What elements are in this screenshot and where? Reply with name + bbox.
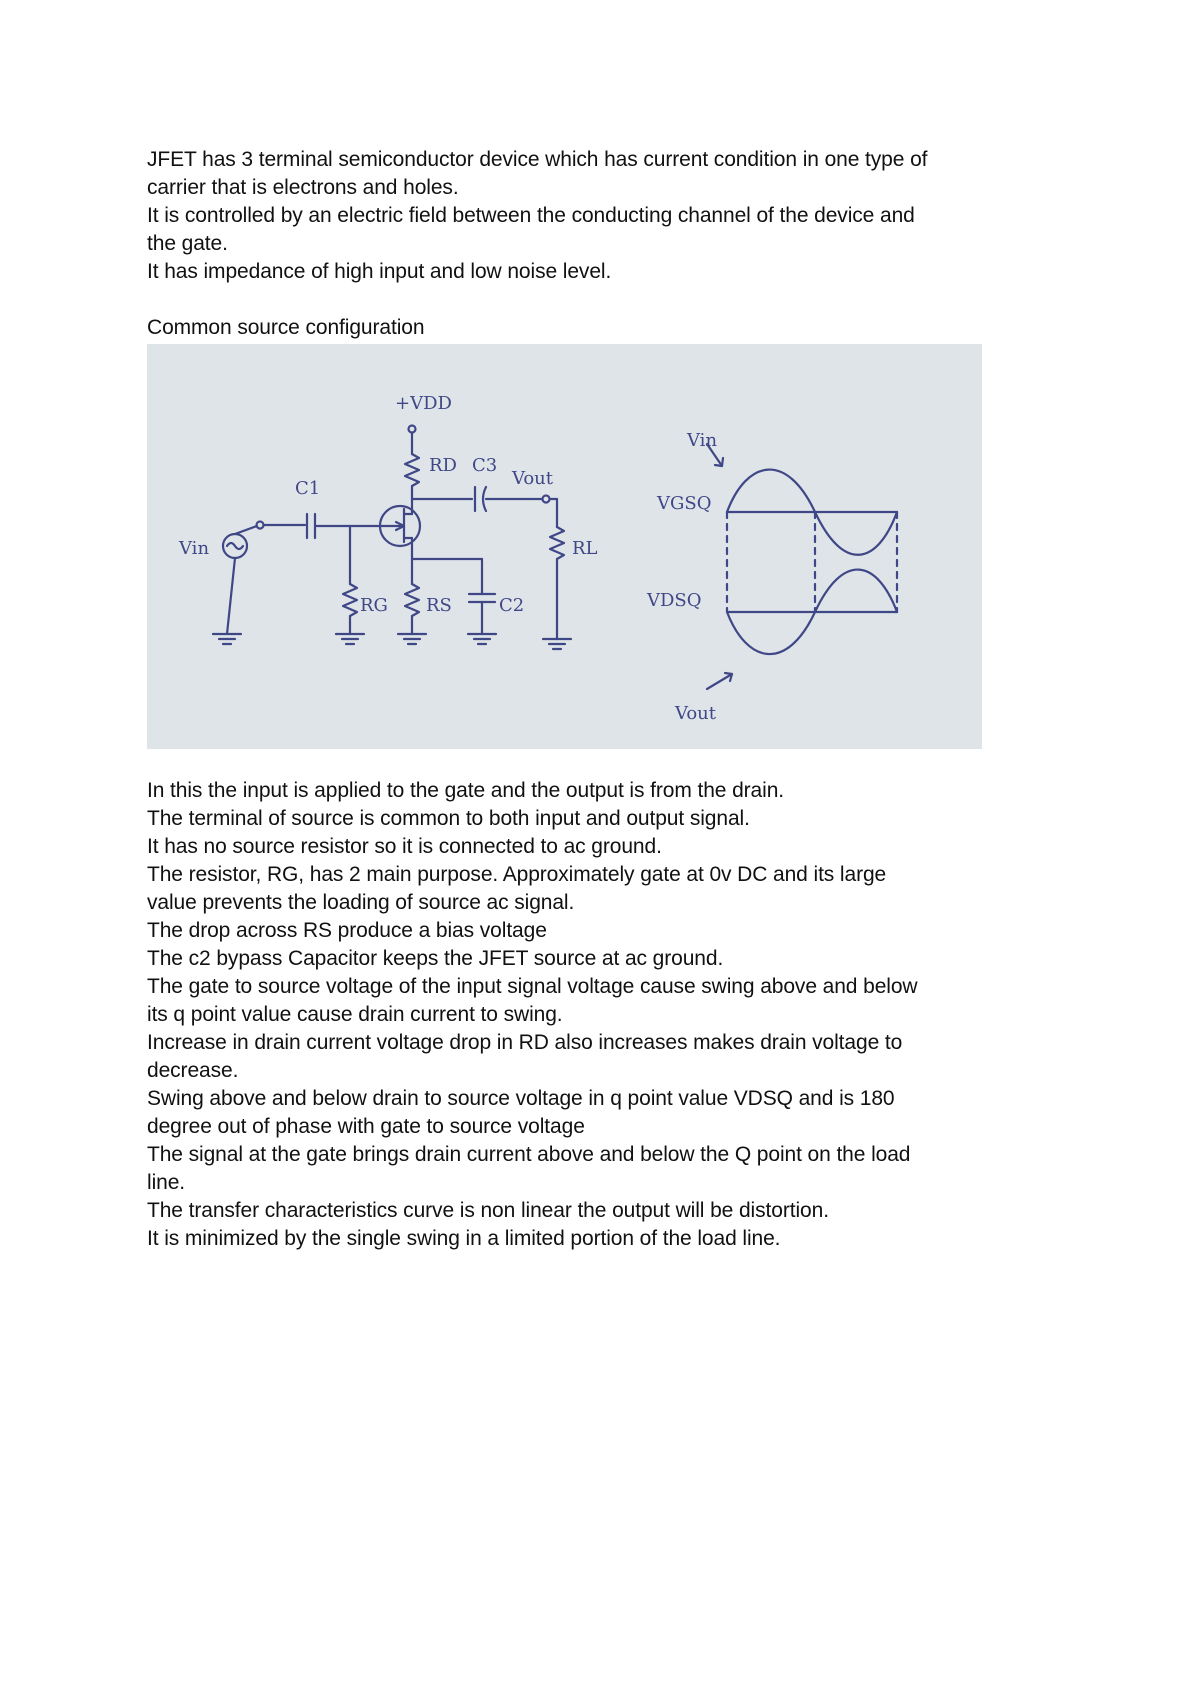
intro-line: carrier that is electrons and holes. [147, 176, 459, 199]
body-line: In this the input is applied to the gate and the output is from the drain. [147, 779, 785, 802]
body-line: The signal at the gate brings drain current above and below the Q point on the load [147, 1143, 911, 1166]
circuit-diagram [147, 344, 982, 749]
body-line: The terminal of source is common to both input and output signal. [147, 807, 750, 830]
body-line: value prevents the loading of source ac signal. [147, 891, 575, 914]
body-line: line. [147, 1171, 186, 1194]
c3-label: C3 [472, 455, 498, 476]
body-line: its q point value cause drain current to swing. [147, 1003, 563, 1026]
wave-vout-label: Vout [675, 703, 717, 724]
body-line: decrease. [147, 1059, 239, 1082]
body-line: Swing above and below drain to source voltage in q point value VDSQ and is 180 [147, 1087, 895, 1110]
rd-resistor [405, 454, 419, 486]
body-line: Increase in drain current voltage drop in RD also increases makes drain voltage to [147, 1031, 903, 1054]
intro-line: It is controlled by an electric field between the conducting channel of the device and [147, 204, 915, 227]
vdsq-label: VDSQ [647, 590, 702, 611]
body-line: The gate to source voltage of the input signal voltage cause swing above and below [147, 975, 918, 998]
document-page [147, 146, 1087, 1253]
intro-line: JFET has 3 terminal semiconductor device which has current condition in one type of [147, 148, 928, 171]
rl-resistor [550, 527, 564, 559]
body-line: The resistor, RG, has 2 main purpose. Approximately gate at 0v DC and its large [147, 863, 887, 886]
body-line: degree out of phase with gate to source voltage [147, 1115, 585, 1138]
intro-line: It has impedance of high input and low noise level. [147, 260, 612, 283]
intro-line: the gate. [147, 232, 228, 255]
c2-label: C2 [499, 595, 525, 616]
vdd-label: +VDD [395, 393, 452, 414]
rs-resistor [405, 584, 419, 616]
circuit-photo [147, 344, 982, 749]
vout-terminal [543, 496, 550, 503]
body-line: It has no source resistor so it is connected to ac ground. [147, 835, 662, 858]
rd-label: RD [429, 455, 457, 476]
input-terminal [257, 522, 264, 529]
body-line: The drop across RS produce a bias voltage [147, 919, 547, 942]
section-heading: Common source configuration [147, 316, 425, 339]
c1-label: C1 [295, 478, 321, 499]
vin-label: Vin [179, 538, 210, 559]
paragraph-gap [147, 286, 1087, 314]
body-line: The c2 bypass Capacitor keeps the JFET source at ac ground. [147, 947, 724, 970]
vdd-terminal [409, 426, 416, 433]
vgsq-label: VGSQ [657, 493, 712, 514]
wave-vin-label: Vin [687, 430, 718, 451]
body-line: It is minimized by the single swing in a limited portion of the load line. [147, 1227, 781, 1250]
vout-node-label: Vout [512, 468, 554, 489]
rs-label: RS [426, 595, 452, 616]
rl-label: RL [572, 538, 598, 559]
rg-label: RG [360, 595, 388, 616]
body-line: The transfer characteristics curve is non linear the output will be distortion. [147, 1199, 829, 1222]
rg-resistor [343, 584, 357, 616]
